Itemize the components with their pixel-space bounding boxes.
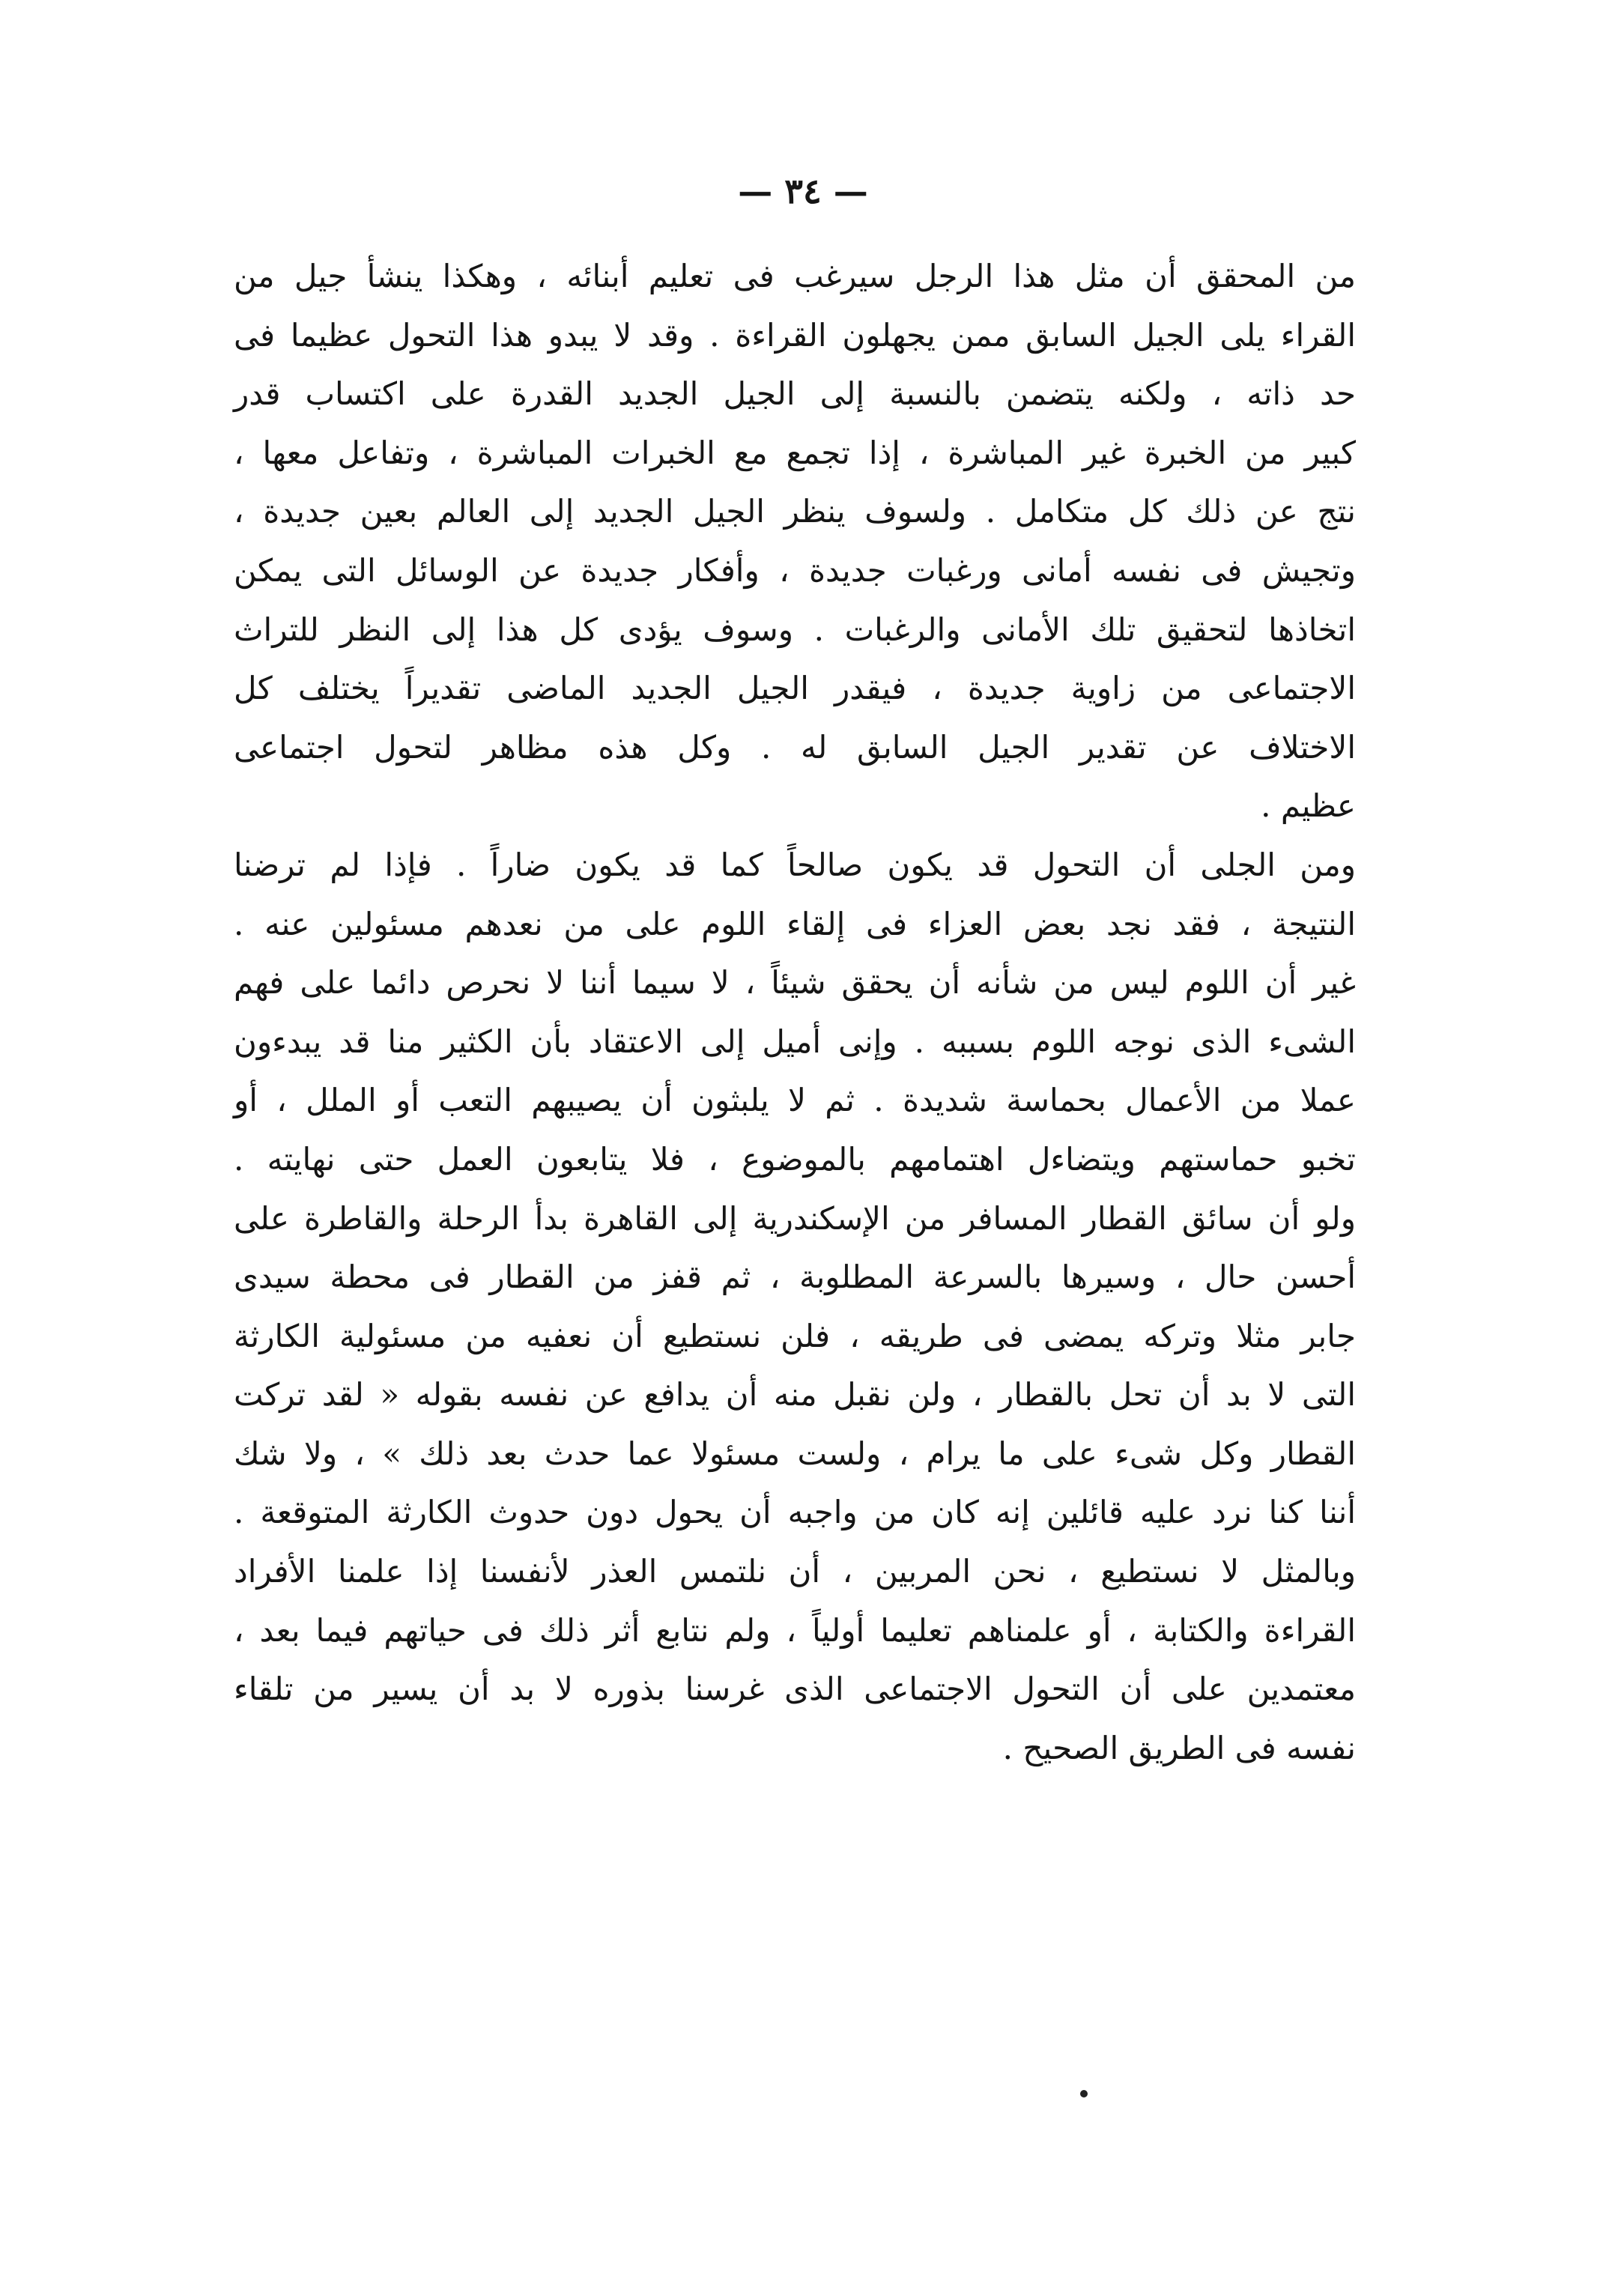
text-line: التى لا بد أن تحل بالقطار ، ولن نقبل منه أن يدافع عن نفسه بقوله « لقد تركت bbox=[234, 1376, 1356, 1414]
text-line: القراءة والكتابة ، أو علمناهم تعليما أولياً ، ولم نتابع أثر ذلك فى حياتهم فيما بعد ، bbox=[234, 1611, 1356, 1649]
text-line: غير أن اللوم ليس من شأنه أن يحقق شيئاً ، لا سيما أننا لا نحرص دائما على فهم bbox=[234, 964, 1356, 1002]
text-line: النتيجة ، فقد نجد بعض العزاء فى إلقاء اللوم على من نعدهم مسئولين عنه . bbox=[234, 905, 1356, 942]
text-line: نتج عن ذلك كل متكامل . ولسوف ينظر الجيل الجديد إلى العالم بعين جديدة ، bbox=[234, 493, 1356, 530]
text-line: معتمدين على أن التحول الاجتماعى الذى غرسنا بذوره لا بد أن يسير من تلقاء bbox=[234, 1670, 1356, 1708]
text-line: حد ذاته ، ولكنه يتضمن بالنسبة إلى الجيل الجديد القدرة على اكتساب قدر bbox=[234, 375, 1356, 413]
text-line: عملا من الأعمال بحماسة شديدة . ثم لا يلبثون أن يصيبهم التعب أو الملل ، أو bbox=[234, 1082, 1356, 1119]
text-line: ولو أن سائق القطار المسافر من الإسكندرية إلى القاهرة بدأ الرحلة والقاطرة على bbox=[234, 1199, 1356, 1237]
text-line: أحسن حال ، وسيرها بالسرعة المطلوبة ، ثم قفز من القطار فى محطة سيدى bbox=[234, 1258, 1357, 1296]
text-line: جابر مثلا وتركه يمضى فى طريقه ، فلن نستطيع أن نعفيه من مسئولية الكارثة bbox=[234, 1317, 1356, 1354]
text-line: الشىء الذى نوجه اللوم بسببه . وإنى أميل إلى الاعتقاد بأن الكثير منا قد يبدءون bbox=[234, 1023, 1356, 1060]
text-line: القطار وكل شىء على ما يرام ، ولست مسئولا عما حدث بعد ذلك » ، ولا شك bbox=[234, 1435, 1356, 1472]
page-dot bbox=[1080, 2090, 1088, 2097]
text-line: وتجيش فى نفسه أمانى ورغبات جديدة ، وأفكار جديدة عن الوسائل التى يمكن bbox=[234, 551, 1356, 589]
text-line: تخبو حماستهم ويتضاءل اهتمامهم بالموضوع ، فلا يتابعون العمل حتى نهايته . bbox=[234, 1140, 1356, 1178]
text-line: كبير من الخبرة غير المباشرة ، إذا تجمع مع الخبرات المباشرة ، وتفاعل معها ، bbox=[234, 434, 1356, 471]
page-number: — ٣٤ — bbox=[738, 171, 868, 211]
text-line: القراء يلى الجيل السابق ممن يجهلون القراءة . وقد لا يبدو هذا التحول عظيما فى bbox=[234, 316, 1356, 354]
paragraph-2 bbox=[234, 836, 1356, 1778]
text-line: الاختلاف عن تقدير الجيل السابق له . وكل هذه مظاهر لتحول اجتماعى bbox=[234, 728, 1356, 766]
text-line: نفسه فى الطريق الصحيح . bbox=[1002, 1729, 1356, 1766]
body-text bbox=[234, 247, 1356, 1778]
text-line: عظيم . bbox=[1261, 787, 1356, 825]
text-line: الاجتماعى من زاوية جديدة ، فيقدر الجيل الجديد الماضى تقديراً يختلف كل bbox=[234, 670, 1356, 707]
text-line: ومن الجلى أن التحول قد يكون صالحاً كما قد يكون ضاراً . فإذا لم ترضنا bbox=[234, 846, 1356, 883]
text-line: وبالمثل لا نستطيع ، نحن المربين ، أن نلتمس العذر لأنفسنا إذا علمنا الأفراد bbox=[234, 1553, 1356, 1590]
text-line: اتخاذها لتحقيق تلك الأمانى والرغبات . وسوف يؤدى كل هذا إلى النظر للتراث bbox=[234, 611, 1356, 648]
text-line: من المحقق أن مثل هذا الرجل سيرغب فى تعليم أبنائه ، وهكذا ينشأ جيل من bbox=[234, 258, 1356, 294]
paragraph-1 bbox=[234, 247, 1356, 836]
text-line: أننا كنا نرد عليه قائلين إنه كان من واجبه أن يحول دون حدوث الكارثة المتوقعة . bbox=[234, 1494, 1356, 1531]
